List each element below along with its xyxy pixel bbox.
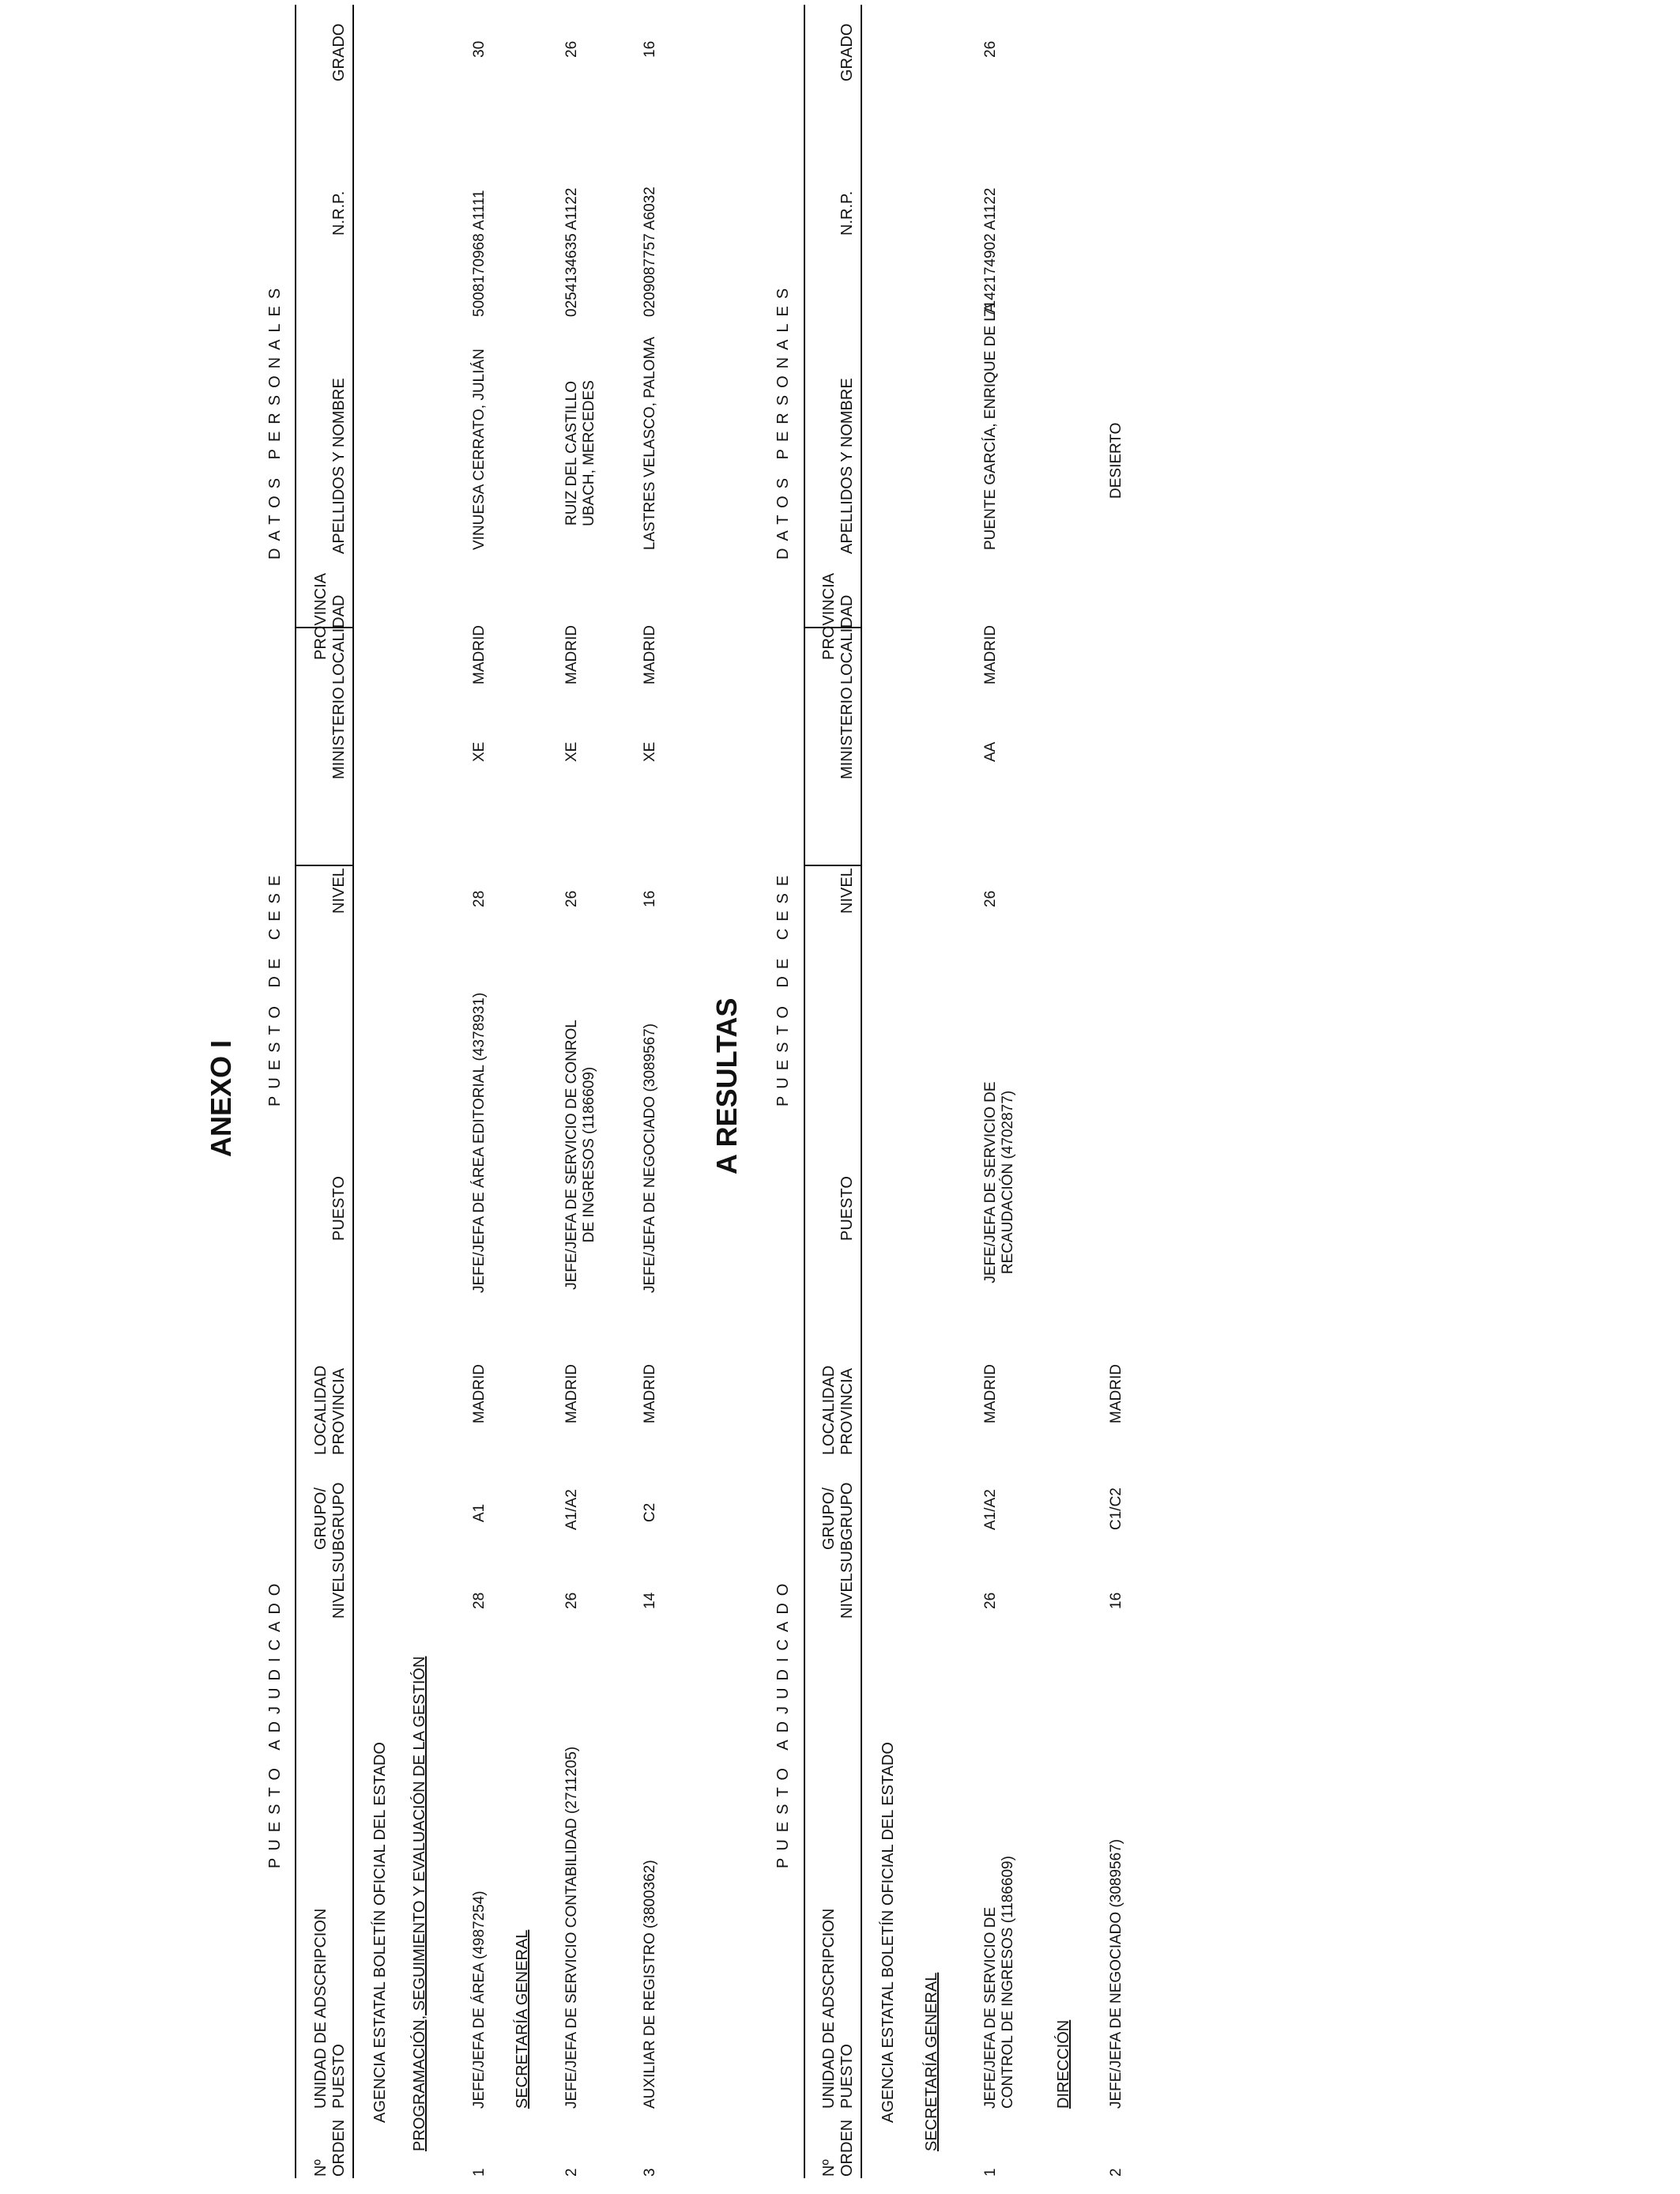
group-header-cese: PUESTO DE CESE [774, 868, 792, 1106]
row-grado: 16 [642, 40, 658, 58]
row-localidad: MADRID [642, 1364, 658, 1423]
header-top-rule [804, 5, 805, 2178]
section-title-resultas: A RESULTAS [710, 997, 743, 1174]
col-orden-1: Nº [820, 2159, 838, 2177]
col-ministerio: MINISTERIO [330, 687, 348, 779]
row-nombre: VINUESA CERRATO, JULIÁN [471, 349, 488, 550]
row-nombre: PUENTE GARCÍA, ENRIQUE DE LA [982, 303, 999, 550]
col-unidad-1: UNIDAD DE ADSCRIPCION [820, 1908, 838, 2109]
row-cese-nivel: 28 [471, 890, 488, 907]
row-cese-nivel: 26 [982, 890, 999, 907]
row-cese-puesto: JEFE/JEFA DE SERVICIO DE CONROL DE INGRESOS (1186609) [563, 1020, 597, 1290]
row-cese-nivel: 26 [563, 890, 580, 907]
col-localidad-1: LOCALIDAD [312, 1365, 330, 1455]
row-nivel: 16 [1108, 1592, 1124, 1609]
col-nrp: N.R.P. [330, 190, 348, 236]
row-localidad: MADRID [1108, 1364, 1124, 1423]
subunit-secretaria: SECRETARÍA GENERAL [514, 1929, 531, 2109]
row-localidad: MADRID [982, 1364, 999, 1423]
row-orden: 2 [1108, 2168, 1124, 2177]
col-nivel: NIVEL [330, 1573, 348, 1619]
row-grado: 30 [471, 40, 488, 58]
col-unidad-1: UNIDAD DE ADSCRIPCION [312, 1908, 330, 2109]
agency-label: AGENCIA ESTATAL BOLETÍN OFICIAL DEL ESTADO [371, 1742, 389, 2123]
row-cese-puesto: JEFE/JEFA DE ÁREA EDITORIAL (4378931) [471, 992, 488, 1293]
row-puesto: JEFE/JEFA DE ÁREA (4987254) [471, 1891, 488, 2109]
row-nombre: LASTRES VELASCO, PALOMA [642, 337, 658, 550]
row-nivel: 28 [471, 1592, 488, 1609]
col-grupo-1: GRUPO/ [820, 1487, 838, 1550]
col-grado: GRADO [330, 23, 348, 81]
col-grado: GRADO [838, 23, 856, 81]
row-cese-nivel: 16 [642, 890, 658, 907]
col-apellidos: APELLIDOS Y NOMBRE [838, 378, 856, 554]
group-header-personales: DATOS PERSONALES [266, 281, 284, 560]
row-grupo: A1/A2 [563, 1489, 580, 1530]
col-grupo-2: SUBGRUPO [330, 1482, 348, 1573]
col-provincia-2: LOCALIDAD [330, 594, 348, 684]
row-puesto: JEFE/JEFA DE SERVICIO CONTABILIDAD (2711205) [563, 1746, 580, 2109]
row-puesto: AUXILIAR DE REGISTRO (3800362) [642, 1860, 658, 2109]
col-puesto: PUESTO [330, 1176, 348, 1241]
col-localidad-2: PROVINCIA [330, 1367, 348, 1455]
subunit-programacion: PROGRAMACIÓN, SEGUIMIENTO Y EVALUACIÓN DE LA GESTIÓN [411, 1656, 428, 2151]
header-bottom-rule [861, 5, 862, 2178]
group-header-adjudicado: PUESTO ADJUDICADO [774, 1576, 792, 1868]
row-puesto: JEFE/JEFA DE SERVICIO DE CONTROL DE INGRESOS (1186609) [982, 1856, 1016, 2109]
group-header-personales: DATOS PERSONALES [774, 281, 792, 560]
col-nivel: NIVEL [838, 1573, 856, 1619]
row-ministerio: XE [642, 741, 658, 762]
row-orden: 1 [982, 2168, 999, 2177]
row-provincia: MADRID [642, 625, 658, 684]
col-grupo-1: GRUPO/ [312, 1487, 330, 1550]
row-provincia: MADRID [471, 625, 488, 684]
header-divider [295, 865, 353, 866]
col-orden-1: Nº [312, 2159, 330, 2177]
col-localidad-1: LOCALIDAD [820, 1365, 838, 1455]
header-bottom-rule [352, 5, 354, 2178]
row-nivel: 14 [642, 1592, 658, 1609]
col-nrp: N.R.P. [838, 190, 856, 236]
group-header-adjudicado: PUESTO ADJUDICADO [266, 1576, 284, 1868]
col-orden-2: ORDEN [330, 2119, 348, 2177]
row-grado: 26 [563, 40, 580, 58]
subunit-secretaria: SECRETARÍA GENERAL [923, 1972, 940, 2151]
group-header-cese: PUESTO DE CESE [266, 868, 284, 1106]
row-ministerio: XE [563, 741, 580, 762]
row-grado: 26 [982, 40, 999, 58]
row-grupo: A1 [471, 1503, 488, 1522]
row-nrp: 0209087757 A6032 [642, 187, 658, 317]
col-localidad-2: PROVINCIA [838, 1367, 856, 1455]
col-orden-2: ORDEN [838, 2119, 856, 2177]
col-nivel-cese: NIVEL [330, 868, 348, 914]
header-top-rule [295, 5, 296, 2178]
row-cese-puesto: JEFE/JEFA DE SERVICIO DE RECAUDACIÓN (4702877) [982, 1081, 1016, 1284]
col-apellidos: APELLIDOS Y NOMBRE [330, 378, 348, 554]
subunit-direccion: DIRECCIÓN [1055, 2019, 1072, 2109]
header-divider [804, 865, 862, 866]
row-localidad: MADRID [563, 1364, 580, 1423]
col-unidad-2: PUESTO [838, 2044, 856, 2109]
row-grupo: A1/A2 [982, 1489, 999, 1530]
row-nombre: DESIERTO [1108, 422, 1124, 499]
col-unidad-2: PUESTO [330, 2044, 348, 2109]
agency-label: AGENCIA ESTATAL BOLETÍN OFICIAL DEL ESTADO [880, 1742, 897, 2123]
col-nivel-cese: NIVEL [838, 868, 856, 914]
row-orden: 2 [563, 2168, 580, 2177]
row-grupo: C2 [642, 1502, 658, 1522]
col-ministerio: MINISTERIO [838, 687, 856, 779]
row-ministerio: AA [982, 741, 999, 762]
col-puesto: PUESTO [838, 1176, 856, 1241]
row-orden: 3 [642, 2168, 658, 2177]
col-grupo-2: SUBGRUPO [838, 1482, 856, 1573]
row-orden: 1 [471, 2168, 488, 2177]
row-nombre: RUIZ DEL CASTILLO UBACH, MERCEDES [563, 380, 597, 526]
row-provincia: MADRID [982, 625, 999, 684]
row-provincia: MADRID [563, 625, 580, 684]
row-grupo: C1/C2 [1108, 1487, 1124, 1530]
document-title: ANEXO I [205, 1039, 237, 1157]
row-cese-puesto: JEFE/JEFA DE NEGOCIADO (3089567) [642, 1023, 658, 1293]
row-nrp: 7142174902 A1122 [982, 187, 999, 317]
row-nivel: 26 [982, 1592, 999, 1609]
col-provincia-2: LOCALIDAD [838, 594, 856, 684]
row-ministerio: XE [471, 741, 488, 762]
row-puesto: JEFE/JEFA DE NEGOCIADO (3089567) [1108, 1838, 1124, 2109]
row-nrp: 0254134635 A1122 [563, 187, 580, 317]
col-provincia-1: PROVINCIA [820, 572, 838, 660]
col-provincia-1: PROVINCIA [312, 572, 330, 660]
row-nivel: 26 [563, 1592, 580, 1609]
row-nrp: 5008170968 A1111 [471, 190, 488, 317]
row-localidad: MADRID [471, 1364, 488, 1423]
